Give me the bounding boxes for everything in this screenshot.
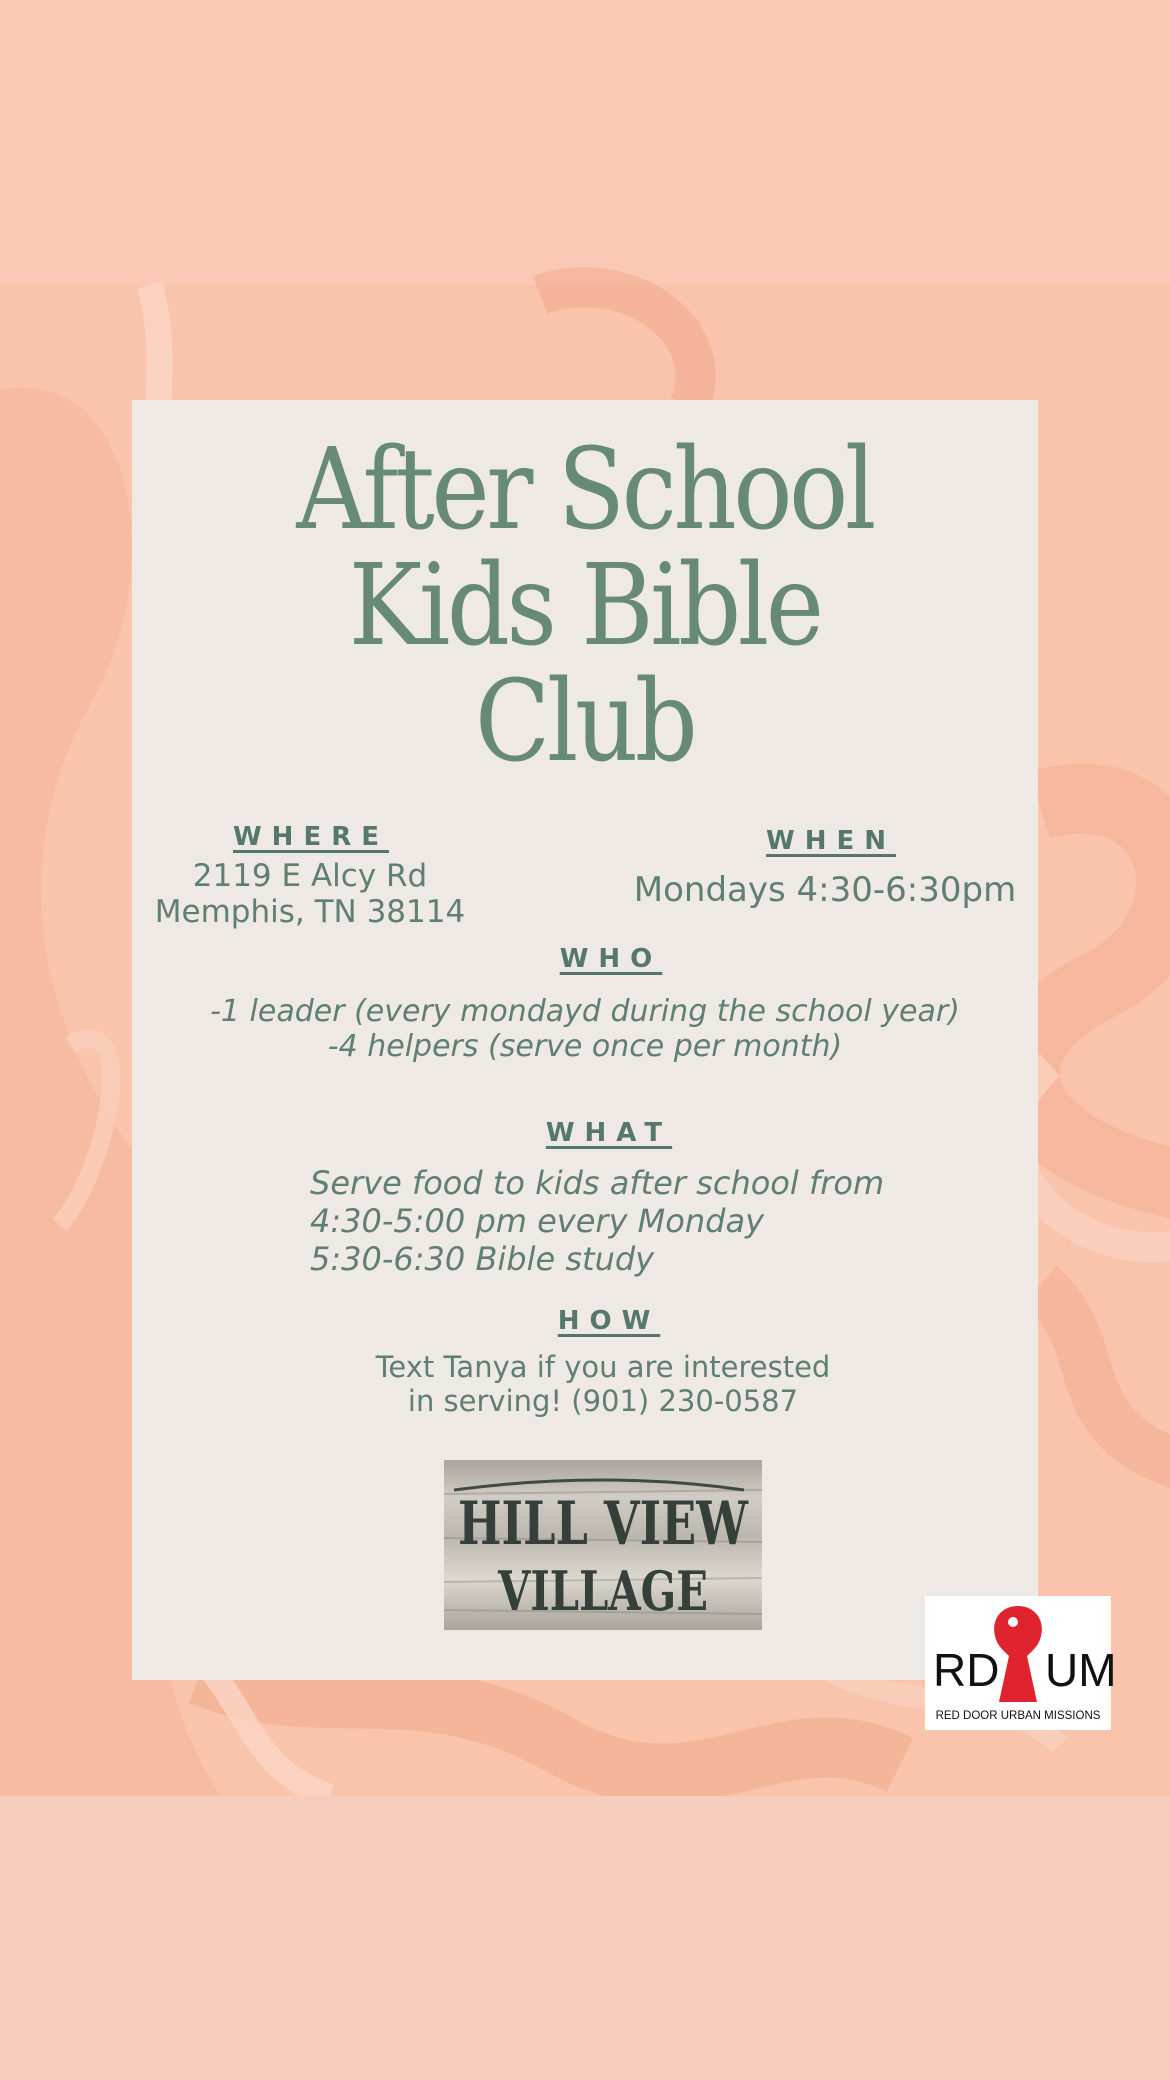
when-time: Mondays 4:30-6:30pm — [633, 870, 1017, 910]
who-heading: WHO — [559, 944, 663, 974]
what-line-2: 4:30-5:00 pm every Monday — [310, 1202, 764, 1240]
sign-line-2: VILLAGE — [497, 1559, 708, 1623]
how-line-1: Text Tanya if you are interested — [375, 1350, 831, 1384]
what-line-3: 5:30-6:30 Bible study — [310, 1240, 655, 1278]
where-heading: WHERE — [233, 822, 389, 852]
where-address-line-2: Memphis, TN 38114 — [154, 894, 466, 930]
how-heading: HOW — [557, 1306, 661, 1336]
logo-um-text: UM — [1045, 1644, 1117, 1696]
title-line-1: After School — [296, 425, 873, 555]
title-line-3: Club — [474, 657, 695, 787]
bottom-band — [0, 1796, 1170, 2080]
who-line-2: -4 helpers (serve once per month) — [327, 1029, 843, 1064]
title-line-2: Kids Bible — [348, 541, 821, 671]
what-heading: WHAT — [545, 1118, 673, 1148]
sign-line-1: HILL VIEW — [458, 1489, 750, 1559]
keyhole-icon — [994, 1606, 1042, 1702]
top-band — [0, 0, 1170, 285]
who-line-1: -1 leader (every mondayd during the school year) — [210, 994, 960, 1029]
what-line-1: Serve food to kids after school from — [310, 1164, 885, 1202]
logo-caption: RED DOOR URBAN MISSIONS — [935, 1710, 1101, 1722]
logo-rd-text: RD — [933, 1644, 1000, 1696]
red-door-urban-missions-logo — [925, 1596, 1117, 1730]
where-address-line-1: 2119 E Alcy Rd — [192, 858, 428, 894]
flyer-title — [186, 425, 983, 787]
how-line-2: in serving! (901) 230-0587 — [407, 1384, 799, 1418]
hill-view-village-sign-image — [444, 1460, 762, 1630]
when-heading: WHEN — [766, 826, 896, 856]
